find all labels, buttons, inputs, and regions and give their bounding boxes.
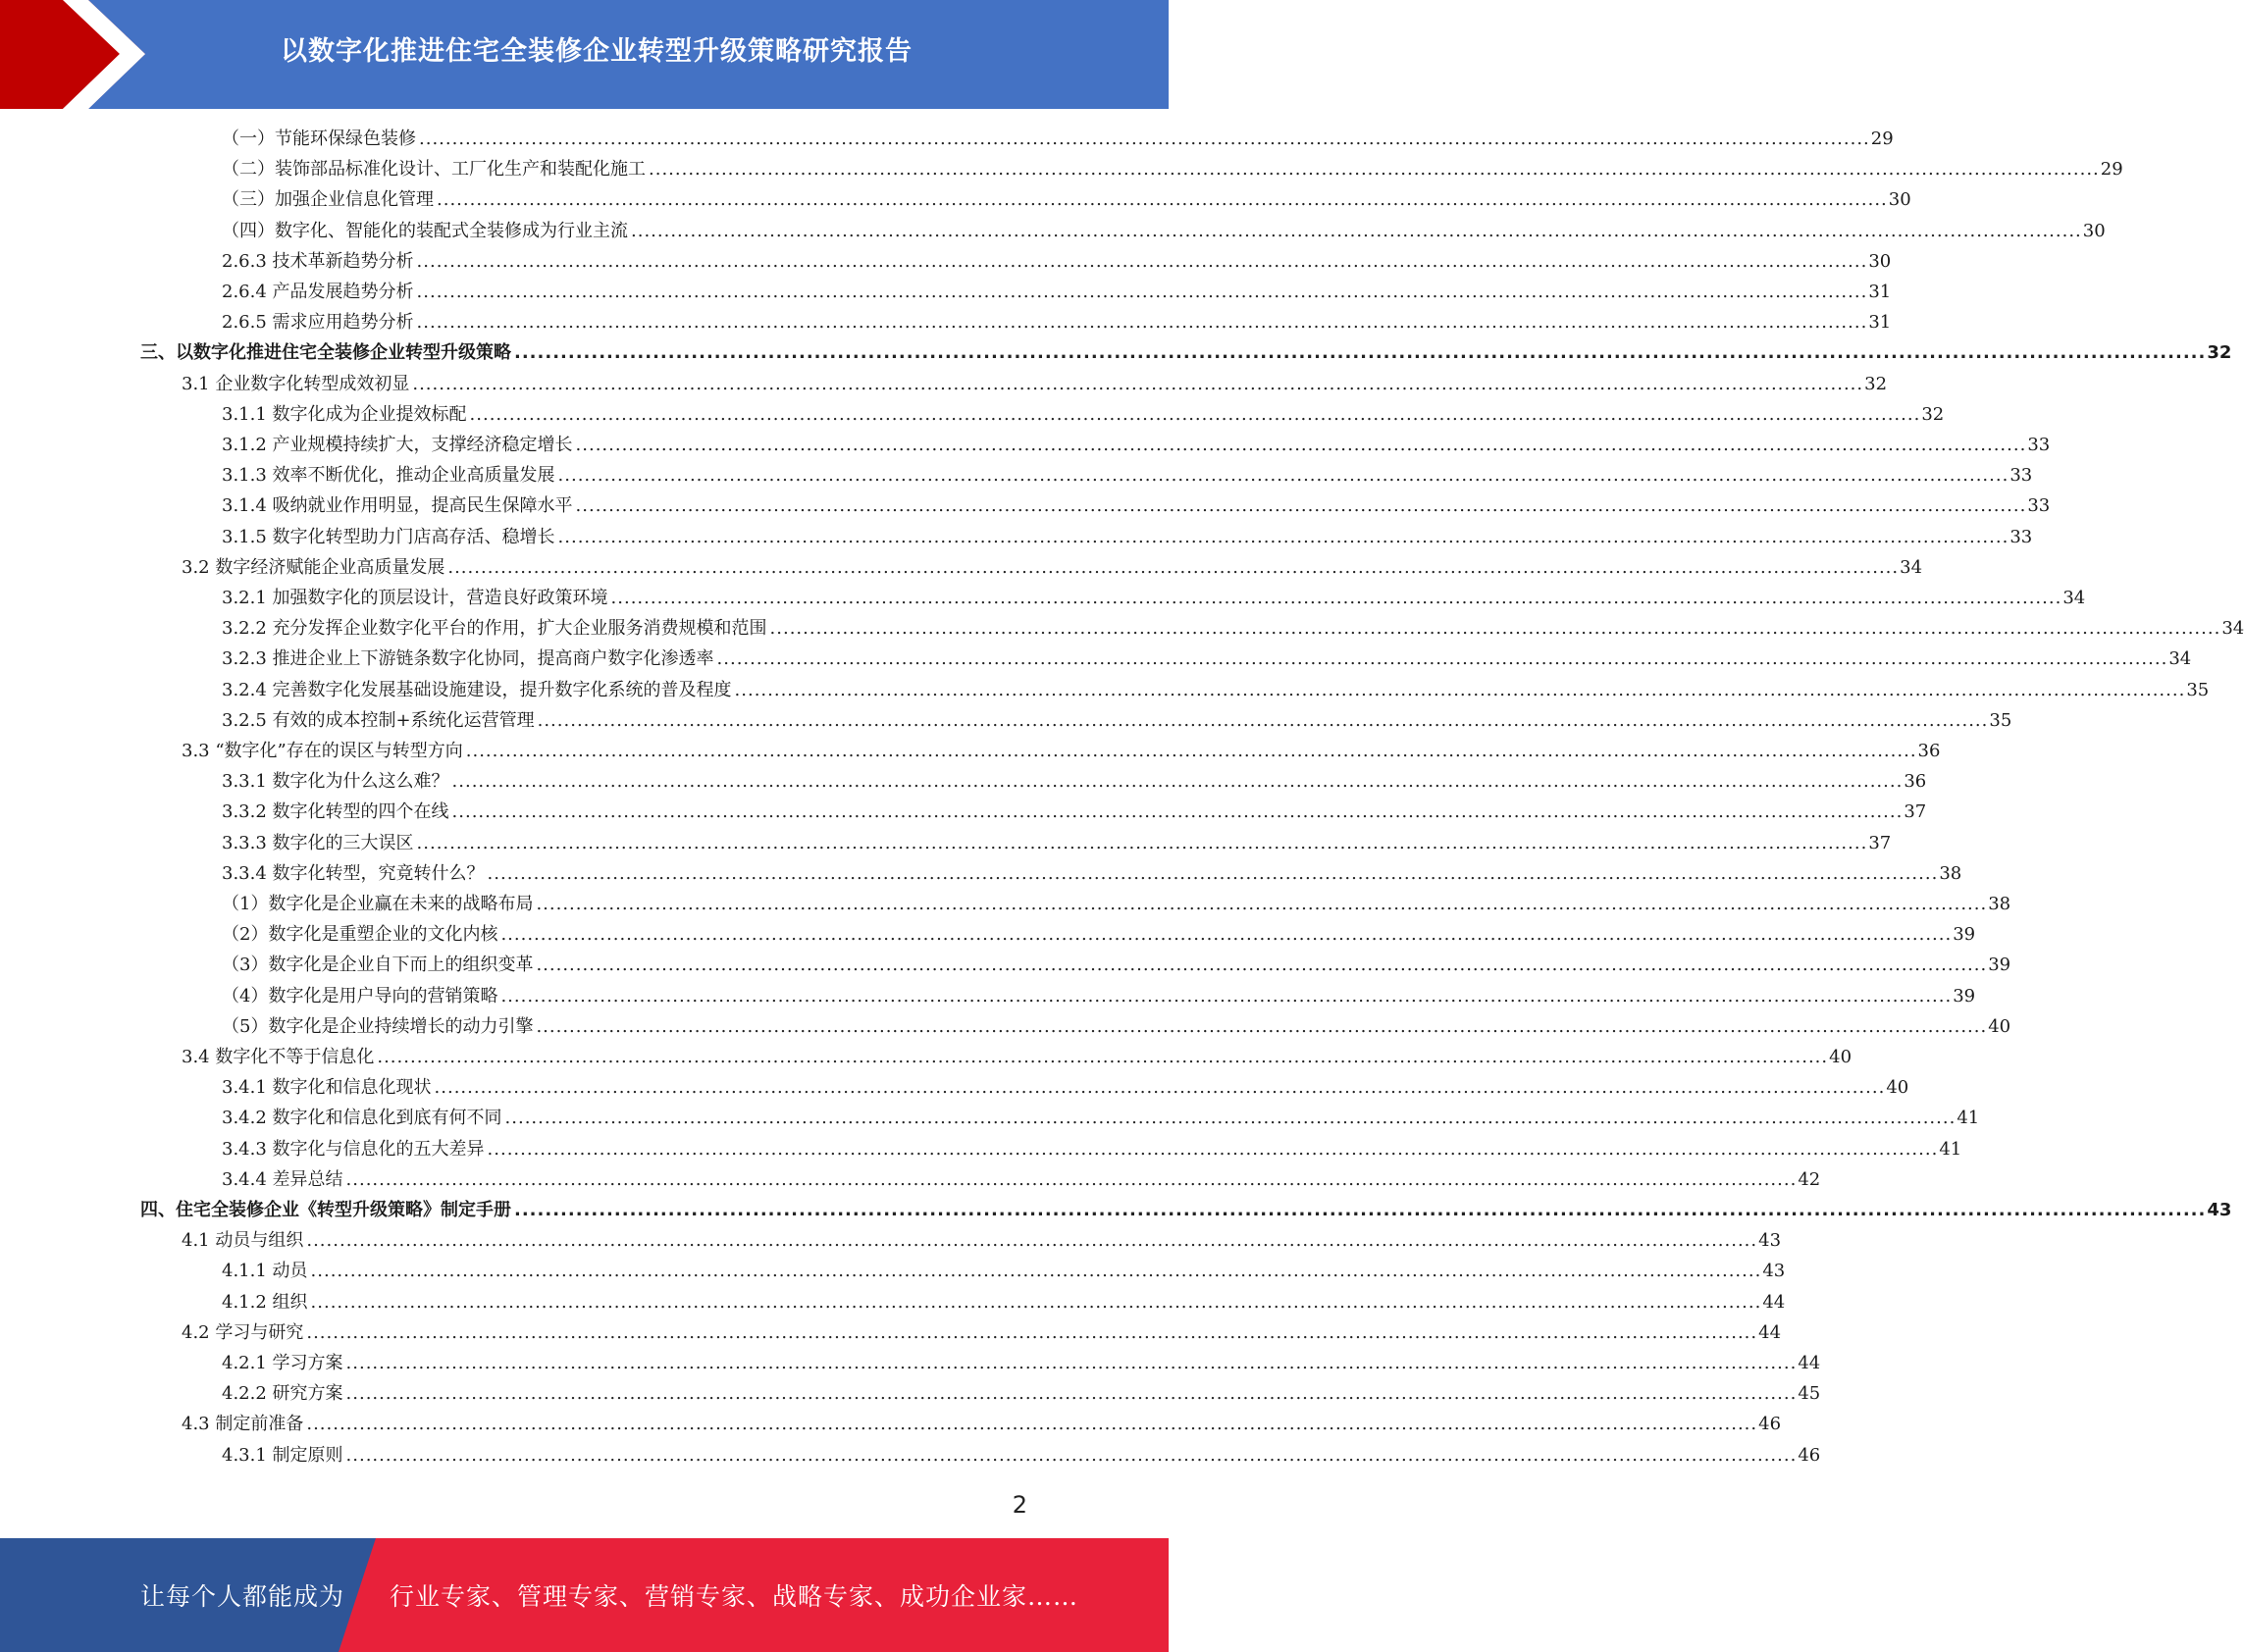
toc-entry-page: 30 [1868, 250, 1892, 272]
toc-entry-title: 4.3.1 制定原则 [222, 1444, 343, 1466]
toc-leader-dots: ............................................................................................................................................................................................................................ [610, 588, 2062, 608]
toc-leader-dots: ............................................................................................................................................................................................................................ [310, 1261, 1762, 1282]
toc-entry-page: 30 [1888, 189, 1911, 211]
toc-entry-title: 2.6.4 产品发展趋势分析 [222, 282, 414, 302]
toc-entry-title: 4.1.2 组织 [222, 1291, 308, 1313]
toc-entry[interactable] [182, 1042, 1853, 1072]
toc-entry-title: 4.2 学习与研究 [182, 1321, 304, 1343]
toc-leader-dots: ............................................................................................................................................................................................................................ [469, 403, 1921, 425]
toc-leader-dots: ............................................................................................................................................................................................................................ [465, 741, 1917, 761]
toc-entry[interactable] [222, 705, 2012, 736]
toc-leader-dots: ............................................................................................................................................................................................................................ [487, 862, 1939, 884]
toc-entry-page: 44 [1798, 1353, 1821, 1373]
toc-entry-title: 3.4 数字化不等于信息化 [182, 1047, 375, 1067]
toc-entry-page: 39 [1988, 955, 2011, 976]
toc-leader-dots: ............................................................................................................................................................................................................................ [434, 1077, 1886, 1099]
toc-entry-title: 3.1.2 产业规模持续扩大，支撑经济稳定增长 [222, 435, 573, 455]
toc-entry-title: 4.3 制定前准备 [182, 1414, 304, 1435]
toc-leader-dots: ............................................................................................................................................................................................................................ [514, 1200, 2207, 1220]
toc-entry[interactable] [222, 307, 1892, 337]
toc-entry-page: 29 [1870, 129, 1894, 149]
toc-entry-page: 37 [1868, 832, 1892, 853]
toc-entry-title: （5）数字化是企业持续增长的动力引擎 [222, 1015, 534, 1037]
toc-entry-page: 43 [1762, 1261, 1786, 1282]
toc-leader-dots: ............................................................................................................................................................................................................................ [537, 709, 1989, 731]
toc-leader-dots: ............................................................................................................................................................................................................................ [416, 832, 1868, 853]
toc-leader-dots: ............................................................................................................................................................................................................................ [310, 1291, 1762, 1313]
toc-entry-title: 3.4.3 数字化与信息化的五大差异 [222, 1138, 485, 1160]
toc-entry-page: 35 [1989, 709, 2012, 731]
toc-entry[interactable] [222, 490, 2051, 521]
toc-leader-dots: ............................................................................................................................................................................................................................ [416, 282, 1868, 302]
toc-entry-title: （3）数字化是企业自下而上的组织变革 [222, 955, 534, 976]
toc-entry-title: 3.3.4 数字化转型，究竟转什么？ [222, 862, 485, 884]
toc-entry[interactable] [222, 889, 2011, 919]
toc-entry[interactable] [222, 1164, 1821, 1195]
toc-entry-page: 34 [2168, 648, 2192, 670]
toc-leader-dots: ............................................................................................................................................................................................................................ [536, 955, 1988, 976]
toc-leader-dots: ............................................................................................................................................................................................................................ [487, 1138, 1939, 1160]
toc-leader-dots: ............................................................................................................................................................................................................................ [734, 679, 2186, 700]
toc-leader-dots: ............................................................................................................................................................................................................................ [306, 1414, 1758, 1435]
toc-entry-page: 44 [1762, 1291, 1786, 1313]
toc-entry[interactable] [182, 552, 1923, 583]
page-header [0, 0, 1169, 109]
toc-entry-page: 33 [2009, 526, 2033, 547]
toc-entry-title: （三）加强企业信息化管理 [222, 189, 434, 211]
toc-entry[interactable] [222, 216, 2106, 246]
toc-entry-page: 43 [1758, 1230, 1782, 1252]
toc-leader-dots: ............................................................................................................................................................................................................................ [504, 1108, 1957, 1129]
toc-entry[interactable] [182, 1409, 1782, 1439]
toc-entry[interactable] [222, 1348, 1821, 1378]
toc-entry-page: 43 [2207, 1200, 2232, 1220]
toc-entry-title: 四、住宅全装修企业《转型升级策略》制定手册 [140, 1200, 511, 1220]
toc-entry-title: 3.4.1 数字化和信息化现状 [222, 1077, 432, 1099]
toc-leader-dots: ............................................................................................................................................................................................................................ [419, 129, 1870, 149]
toc-entry[interactable] [140, 337, 2232, 368]
toc-entry-page: 38 [1939, 862, 1962, 884]
toc-entry-title: （4）数字化是用户导向的营销策略 [222, 985, 498, 1007]
toc-entry[interactable] [222, 246, 1892, 277]
toc-entry-page: 31 [1868, 312, 1892, 334]
toc-entry[interactable] [222, 1256, 1786, 1286]
toc-entry-page: 36 [1917, 741, 1941, 761]
toc-leader-dots: ............................................................................................................................................................................................................................ [345, 1383, 1798, 1405]
toc-leader-dots: ............................................................................................................................................................................................................................ [377, 1047, 1829, 1067]
toc-entry[interactable] [222, 399, 1945, 430]
toc-leader-dots: ............................................................................................................................................................................................................................ [451, 801, 1904, 823]
toc-entry[interactable] [222, 184, 1911, 215]
toc-entry-page: 46 [1798, 1444, 1821, 1466]
toc-leader-dots: ............................................................................................................................................................................................................................ [447, 556, 1900, 578]
toc-entry-title: 3.2.2 充分发挥企业数字化平台的作用，扩大企业服务消费规模和范围 [222, 618, 767, 640]
toc-entry-title: 3.3.1 数字化为什么这么难？ [222, 771, 449, 793]
toc-entry-title: 3.2.3 推进企业上下游链条数字化协同，提高商户数字化渗透率 [222, 648, 714, 670]
toc-entry-title: 3.1.4 吸纳就业作用明显，提高民生保障水平 [222, 495, 573, 517]
toc-entry[interactable] [222, 858, 1962, 889]
toc-leader-dots: ............................................................................................................................................................................................................................ [416, 312, 1868, 334]
toc-entry-page: 42 [1798, 1168, 1821, 1190]
toc-entry-page: 33 [2027, 435, 2051, 455]
toc-entry-title: 3.2 数字经济赋能企业高质量发展 [182, 556, 445, 578]
toc-entry-title: 2.6.5 需求应用趋势分析 [222, 312, 414, 334]
toc-entry-title: 3.1.1 数字化成为企业提效标配 [222, 403, 467, 425]
toc-entry-title: 4.1.1 动员 [222, 1261, 308, 1282]
toc-entry[interactable] [222, 919, 1976, 950]
toc-entry-page: 33 [2009, 465, 2033, 487]
toc-entry-page: 33 [2027, 495, 2051, 517]
toc-entry-title: 3.1.5 数字化转型助力门店高存活、稳增长 [222, 526, 555, 547]
toc-entry-title: 3.2.5 有效的成本控制+系统化运营管理 [222, 709, 535, 731]
toc-entry-page: 32 [1864, 373, 1888, 394]
toc-leader-dots: ............................................................................................................................................................................................................................ [631, 220, 2082, 241]
toc-entry-page: 31 [1868, 282, 1892, 302]
toc-entry[interactable] [222, 797, 1927, 827]
toc-leader-dots: ............................................................................................................................................................................................................................ [769, 618, 2221, 640]
toc-leader-dots: ............................................................................................................................................................................................................................ [345, 1444, 1798, 1466]
footer-slogan-right: 行业专家、管理专家、营销专家、战略专家、成功企业家…… [390, 1582, 1079, 1611]
toc-entry[interactable] [182, 369, 1888, 399]
toc-entry[interactable] [222, 277, 1892, 307]
toc-entry-title: 3.2.1 加强数字化的顶层设计，营造良好政策环境 [222, 588, 608, 608]
toc-entry-title: （2）数字化是重塑企业的文化内核 [222, 924, 498, 946]
toc-entry-title: 4.2.2 研究方案 [222, 1383, 343, 1405]
toc-entry-page: 36 [1904, 771, 1927, 793]
toc-leader-dots: ............................................................................................................................................................................................................................ [451, 771, 1904, 793]
toc-entry-title: 3.3 “数字化”存在的误区与转型方向 [182, 741, 463, 761]
toc-leader-dots: ............................................................................................................................................................................................................................ [306, 1321, 1758, 1343]
toc-leader-dots: ............................................................................................................................................................................................................................ [437, 189, 1888, 211]
footer-slogan-left: 让每个人都能成为 [140, 1582, 345, 1611]
page-footer [0, 1538, 1169, 1652]
toc-entry[interactable] [222, 1011, 2011, 1042]
toc-leader-dots: ............................................................................................................................................................................................................................ [557, 526, 2009, 547]
toc-entry[interactable] [222, 1440, 1821, 1471]
toc-entry-title: 3.1.3 效率不断优化，推动企业高质量发展 [222, 465, 555, 487]
toc-entry-title: 3.4.4 差异总结 [222, 1168, 343, 1190]
toc-entry[interactable] [222, 1103, 1980, 1133]
toc-entry-title: 3.4.2 数字化和信息化到底有何不同 [222, 1108, 502, 1129]
toc-entry[interactable] [222, 828, 1892, 858]
toc-entry[interactable] [182, 1225, 1782, 1256]
toc-leader-dots: ............................................................................................................................................................................................................................ [716, 648, 2168, 670]
toc-entry-title: 3.2.4 完善数字化发展基础设施建设，提升数字化系统的普及程度 [222, 679, 732, 700]
toc-entry[interactable] [222, 522, 2033, 552]
document-title: 以数字化推进住宅全装修企业转型升级策略研究报告 [281, 36, 913, 67]
toc-entry-title: 2.6.3 技术革新趋势分析 [222, 250, 414, 272]
toc-leader-dots: ............................................................................................................................................................................................................................ [500, 985, 1953, 1007]
toc-entry-page: 46 [1758, 1414, 1782, 1435]
toc-leader-dots: ............................................................................................................................................................................................................................ [557, 465, 2009, 487]
toc-entry[interactable] [222, 950, 2011, 980]
toc-entry[interactable] [222, 1287, 1786, 1317]
toc-entry-page: 39 [1953, 924, 1976, 946]
toc-leader-dots: ............................................................................................................................................................................................................................ [412, 373, 1864, 394]
toc-entry[interactable] [182, 736, 1941, 766]
toc-entry[interactable] [140, 1195, 2232, 1225]
toc-entry-title: 3.3.3 数字化的三大误区 [222, 832, 414, 853]
toc-entry[interactable] [222, 124, 1894, 154]
toc-leader-dots: ............................................................................................................................................................................................................................ [345, 1168, 1798, 1190]
page-number: 2 [1012, 1491, 1027, 1519]
toc-entry-title: 4.2.1 学习方案 [222, 1353, 343, 1373]
toc-leader-dots: ............................................................................................................................................................................................................................ [514, 342, 2207, 364]
toc-entry-title: （四）数字化、智能化的装配式全装修成为行业主流 [222, 220, 628, 241]
toc-entry[interactable] [222, 1134, 1962, 1164]
toc-entry[interactable] [222, 981, 1976, 1011]
toc-leader-dots: ............................................................................................................................................................................................................................ [536, 894, 1988, 914]
toc-entry-page: 40 [1988, 1015, 2011, 1037]
toc-entry-title: （一）节能环保绿色装修 [222, 129, 416, 149]
toc-entry-page: 30 [2082, 220, 2106, 241]
toc-entry-page: 44 [1758, 1321, 1782, 1343]
toc-entry[interactable] [222, 583, 2086, 613]
toc-entry-page: 39 [1953, 985, 1976, 1007]
toc-entry[interactable] [222, 675, 2210, 705]
toc-entry[interactable] [182, 1317, 1782, 1348]
toc-entry-page: 41 [1957, 1108, 1980, 1129]
toc-leader-dots: ............................................................................................................................................................................................................................ [536, 1015, 1988, 1037]
toc-entry[interactable] [222, 644, 2192, 674]
toc-entry[interactable] [222, 430, 2051, 460]
toc-entry-title: 4.1 动员与组织 [182, 1230, 304, 1252]
toc-entry-page: 32 [2207, 342, 2232, 364]
toc-entry[interactable] [222, 613, 2244, 644]
toc-entry-page: 40 [1886, 1077, 1909, 1099]
toc-entry-title: （1）数字化是企业赢在未来的战略布局 [222, 894, 534, 914]
toc-leader-dots: ............................................................................................................................................................................................................................ [575, 435, 2027, 455]
toc-entry-page: 34 [1900, 556, 1923, 578]
toc-leader-dots: ............................................................................................................................................................................................................................ [500, 924, 1953, 946]
toc-entry[interactable] [222, 1072, 1909, 1103]
toc-leader-dots: ............................................................................................................................................................................................................................ [345, 1353, 1798, 1373]
toc-entry-page: 41 [1939, 1138, 1962, 1160]
toc-entry[interactable] [222, 766, 1927, 797]
toc-entry-page: 35 [2186, 679, 2210, 700]
toc-entry-title: 3.1 企业数字化转型成效初显 [182, 373, 410, 394]
toc-entry-page: 37 [1904, 801, 1927, 823]
toc-entry-title: 三、以数字化推进住宅全装修企业转型升级策略 [140, 342, 511, 364]
toc-entry-page: 45 [1798, 1383, 1821, 1405]
toc-entry-page: 34 [2062, 588, 2086, 608]
toc-leader-dots: ............................................................................................................................................................................................................................ [306, 1230, 1758, 1252]
toc-entry[interactable] [222, 154, 2123, 184]
toc-entry[interactable] [222, 1378, 1821, 1409]
toc-leader-dots: ............................................................................................................................................................................................................................ [649, 159, 2100, 181]
toc-entry-title: （二）装饰部品标准化设计、工厂化生产和装配化施工 [222, 159, 646, 181]
toc-entry[interactable] [222, 460, 2033, 490]
toc-entry-page: 34 [2221, 618, 2244, 640]
toc-leader-dots: ............................................................................................................................................................................................................................ [575, 495, 2027, 517]
toc-entry-title: 3.3.2 数字化转型的四个在线 [222, 801, 449, 823]
toc-entry-page: 40 [1829, 1047, 1853, 1067]
toc-entry-page: 38 [1988, 894, 2011, 914]
toc-entry-page: 32 [1921, 403, 1945, 425]
toc-entry-page: 29 [2100, 159, 2123, 181]
toc-leader-dots: ............................................................................................................................................................................................................................ [416, 250, 1868, 272]
